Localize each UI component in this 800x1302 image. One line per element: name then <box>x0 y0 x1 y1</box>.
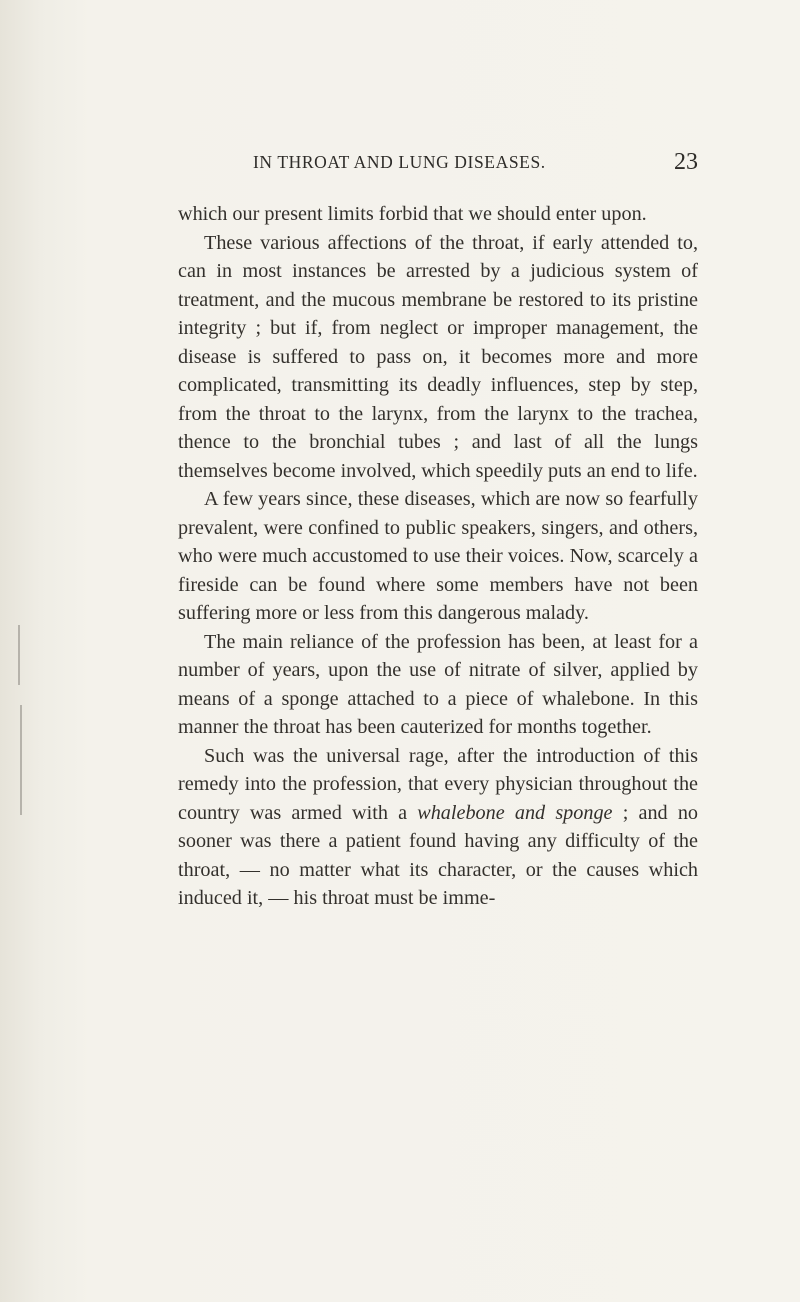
paragraph: The main reliance of the profession has been, at least for a number of years, upon the use of nitrate of silver, applied by means of a sponge attached to a piece of whalebone. In this manner the throat has been cauterized for months together. <box>178 630 698 738</box>
paragraph-text: Such was the universal rage, after the introduction of this remedy into the profession, that every physician throughout the country was armed with a <box>178 744 698 824</box>
paragraph-text: ; and no sooner was there a patient found having any difficulty of the throat, — no matter what its character, or the causes which induced it, — his throat must be imme- <box>178 801 699 909</box>
paragraph: These various affections of the throat, if early attended to, can in most instances be arrested by a judicious system of treatment, and the mucous membrane be restored to its pristine integrity ; but if, from neglect or improper management, the disease is suffered to pass on, it becomes more and more complicated, transmitting its deadly influences, step by step, from the throat to the larynx, from the larynx to the trachea, thence to the bronchial tubes ; and last of all the lungs themselves become involved, which speedily puts an end to life. <box>178 231 698 482</box>
body-text <box>178 200 698 913</box>
paragraph: which our present limits forbid that we should enter upon. <box>178 203 647 225</box>
paragraph: A few years since, these diseases, which are now so fearfully prevalent, were confined to public speakers, singers, and others, who were much accustomed to use their voices. Now, scarcely a fireside can be found where some members have not been suffering more or less from this dangerous malady. <box>178 488 698 624</box>
running-head <box>253 149 698 182</box>
gutter-mark <box>20 705 22 815</box>
page-number: 23 <box>674 149 698 175</box>
running-head-title: IN THROAT AND LUNG DISEASES. <box>253 152 546 172</box>
italic-phrase: whalebone and sponge <box>417 801 613 824</box>
gutter-mark <box>18 625 20 685</box>
paragraph <box>178 742 698 913</box>
